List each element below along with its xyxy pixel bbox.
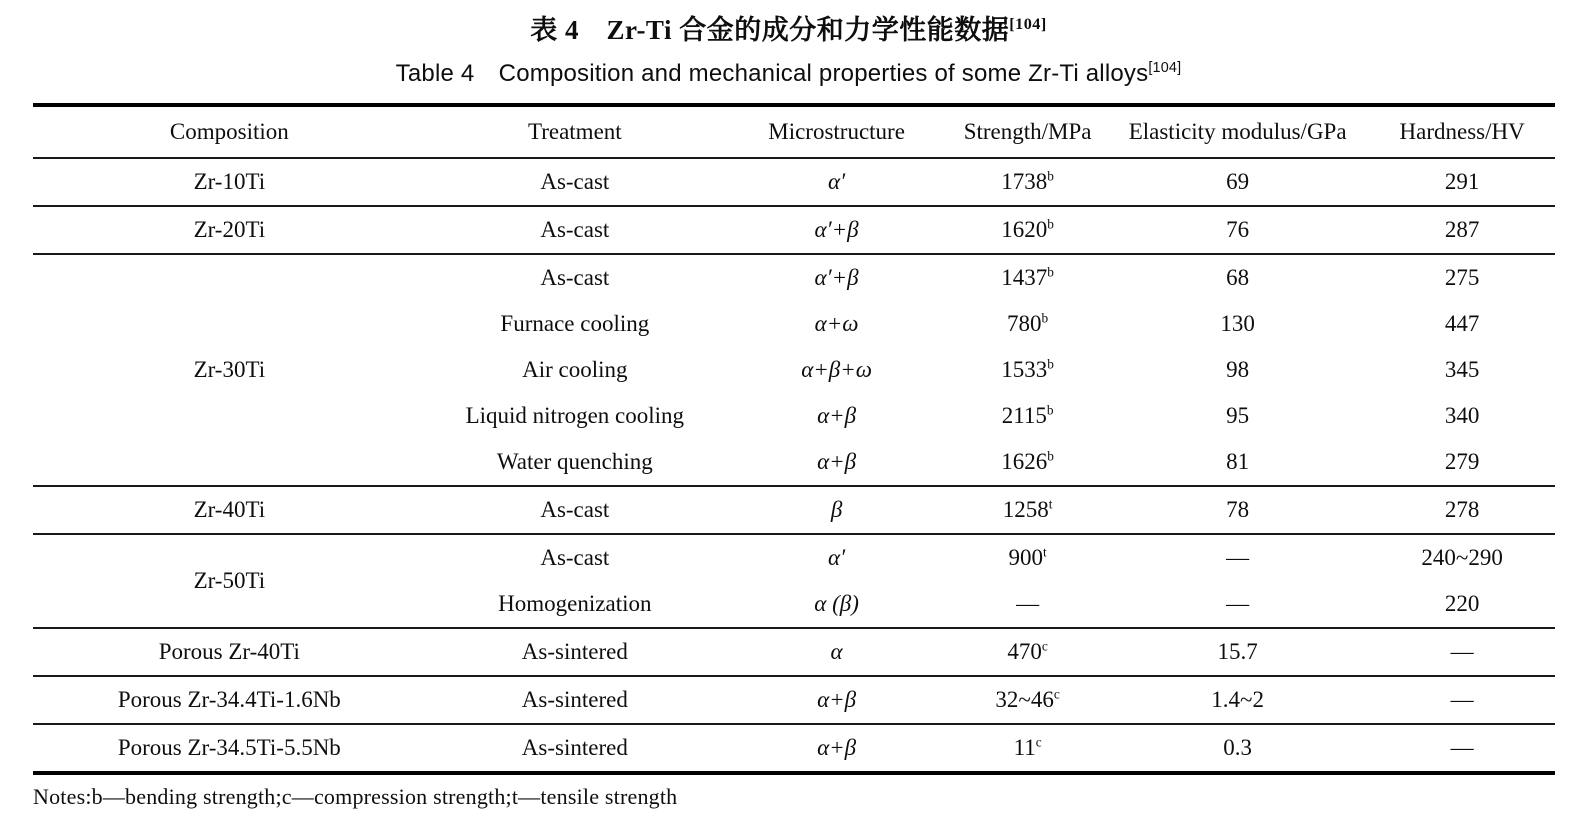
cell-microstructure: α′+β [814,265,859,290]
cell-hardness: 279 [1369,439,1555,486]
cell-strength: 1258$^t$ [949,486,1106,534]
cell-treatment: Furnace cooling [500,311,650,336]
strength-note-marker: b [1041,310,1049,326]
cell-hardness: — [1450,735,1474,760]
cell-composition: Zr-30Ti [33,254,426,486]
strength-note-marker: c [1041,638,1048,654]
cell-strength: — [949,581,1106,628]
cell-modulus: 15.7 [1106,628,1369,676]
cell-modulus: 130 [1220,311,1255,336]
cell-modulus: 81 [1106,439,1369,486]
cell-treatment: As-sintered [521,735,628,760]
col-header-microstructure: Microstructure [724,105,949,158]
strength-note-marker: t [1048,496,1053,512]
table-row [33,534,1555,581]
cell-strength: 1437$^b$ [1001,264,1054,290]
cell-microstructure: α [724,628,949,676]
cell-composition: Porous Zr-40Ti [33,628,426,676]
strength-note-marker: b [1047,168,1054,184]
cell-microstructure: β [724,486,949,534]
cell-hardness: — [1369,628,1555,676]
cell-microstructure: α+β+ω [801,357,872,382]
citation-ref-zh: [104] [1009,15,1047,33]
caption-zh-label: 表 4 [530,15,579,45]
cell-hardness: 240~290 [1421,545,1503,570]
cell-hardness: 275 [1444,265,1480,290]
cell-hardness: 220 [1369,581,1555,628]
cell-microstructure: α (β) [724,581,949,628]
cell-microstructure: α+ω [814,311,859,336]
cell-microstructure: α′+β [724,206,949,254]
cell-strength: 2115$^b$ [1001,402,1054,428]
col-header-modulus: Elasticity modulus/GPa [1106,105,1369,158]
strength-note-marker: b [1047,448,1054,464]
cell-treatment: Water quenching [426,439,724,486]
cell-microstructure: α′ [724,158,949,206]
cell-strength: 780$^b$ [1007,310,1049,336]
cell-strength: 1533$^b$ [1001,356,1054,382]
cell-treatment: As-cast [426,486,724,534]
cell-hardness: 287 [1369,206,1555,254]
cell-treatment: As-sintered [426,628,724,676]
cell-hardness: 447 [1444,311,1480,336]
table-caption-en [0,60,1577,88]
col-header-hardness: Hardness/HV [1369,105,1555,158]
cell-treatment: As-cast [540,265,610,290]
caption-zh-text: Zr-Ti 合金的成分和力学性能数据 [606,15,1010,45]
cell-strength: 1738$^b$ [949,158,1106,206]
cell-composition: Zr-40Ti [33,486,426,534]
citation-ref-en: [104] [1148,60,1182,76]
strength-note-marker: b [1047,264,1054,280]
cell-modulus: — [1106,581,1369,628]
cell-strength: 1626$^b$ [949,439,1106,486]
alloy-properties-table [33,103,1555,775]
table-row [33,676,1555,724]
table-row [33,254,1555,301]
cell-modulus: 69 [1106,158,1369,206]
cell-microstructure: α+β [817,735,857,760]
cell-strength: 11$^c$ [1013,734,1042,760]
table-row [33,158,1555,206]
cell-treatment: Air cooling [522,357,628,382]
strength-note-marker: b [1047,356,1054,372]
caption-en-text: Composition and mechanical properties of some Zr-Ti alloys [498,60,1149,87]
table-row [33,628,1555,676]
cell-hardness: 340 [1444,403,1480,428]
cell-composition: Zr-50Ti [33,534,426,628]
cell-treatment: Homogenization [426,581,724,628]
table-caption-zh [0,0,1577,47]
cell-strength: 470$^c$ [949,628,1106,676]
strength-note-marker: t [1043,544,1047,560]
cell-hardness: 291 [1369,158,1555,206]
col-header-strength: Strength/MPa [949,105,1106,158]
cell-treatment: As-sintered [426,676,724,724]
cell-hardness: 278 [1369,486,1555,534]
cell-strength: 900$^t$ [1008,544,1047,570]
cell-strength: 32~46$^c$ [949,676,1106,724]
cell-strength: 1620$^b$ [949,206,1106,254]
cell-microstructure: α+β [724,676,949,724]
cell-composition: Zr-10Ti [33,158,426,206]
cell-microstructure: α+β [817,403,857,428]
table-row [33,206,1555,254]
cell-treatment: As-cast [426,158,724,206]
cell-modulus: 68 [1226,265,1250,290]
cell-treatment: As-cast [426,206,724,254]
strength-note-marker: c [1053,686,1060,702]
cell-modulus: 95 [1226,403,1250,428]
cell-modulus: 76 [1106,206,1369,254]
cell-composition: Porous Zr-34.4Ti-1.6Nb [33,676,426,724]
table-footnotes: Notes:b—bending strength;c—compression strength;t—tensile strength [33,784,678,809]
cell-hardness: — [1369,676,1555,724]
cell-treatment: As-cast [540,545,610,570]
cell-modulus: 98 [1226,357,1250,382]
cell-composition: Porous Zr-34.5Ti-5.5Nb [117,735,341,760]
cell-modulus: — [1226,545,1250,570]
col-header-composition: Composition [33,105,426,158]
cell-hardness: 345 [1444,357,1480,382]
strength-note-marker: c [1035,734,1042,750]
table-row [33,486,1555,534]
strength-note-marker: b [1046,402,1054,418]
cell-treatment: Liquid nitrogen cooling [465,403,685,428]
cell-microstructure: α′ [828,545,846,570]
strength-note-marker: b [1047,216,1054,232]
header-row [33,105,1555,158]
cell-modulus: 1.4~2 [1106,676,1369,724]
cell-microstructure: α+β [724,439,949,486]
cell-modulus: 78 [1106,486,1369,534]
cell-modulus: 0.3 [1223,735,1252,760]
col-header-treatment: Treatment [426,105,724,158]
caption-en-label: Table 4 [395,60,475,87]
table-row [33,724,1555,773]
cell-composition: Zr-20Ti [33,206,426,254]
